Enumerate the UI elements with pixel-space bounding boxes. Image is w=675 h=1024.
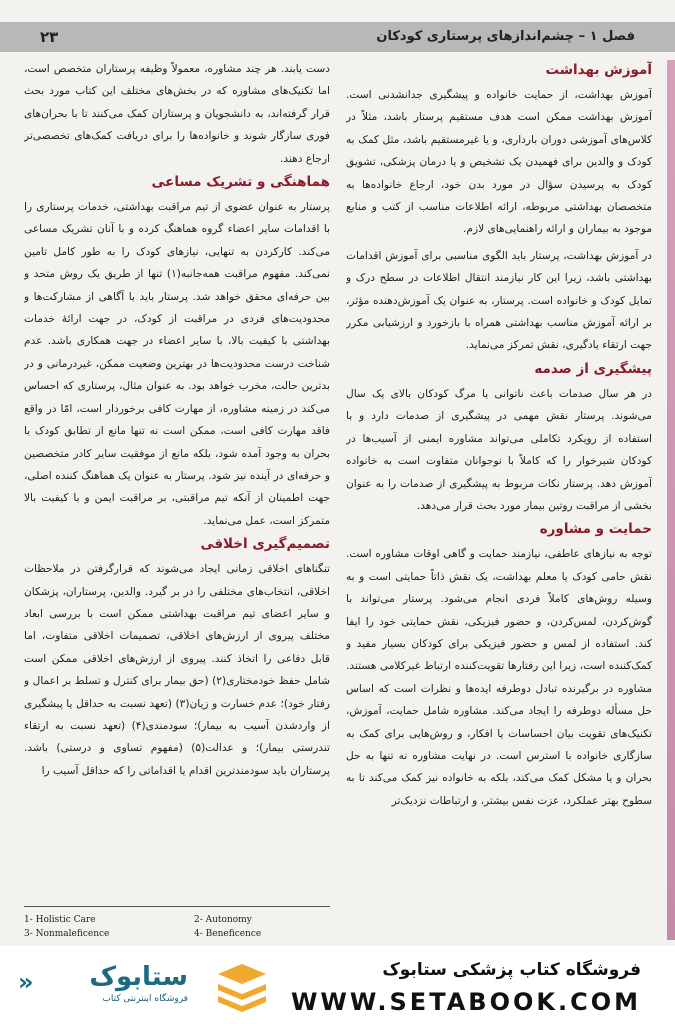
section-heading: حمایت و مشاوره xyxy=(539,521,652,538)
page-edge-tab xyxy=(667,60,675,940)
book-stack-logo-icon xyxy=(214,960,270,1012)
section-heading: تصمیم‌گیری اخلاقی xyxy=(200,536,330,553)
brand-logo[interactable] xyxy=(18,962,188,1008)
page-header-bar xyxy=(0,22,675,52)
footnote-4: 4- Beneficence xyxy=(194,929,262,939)
footnote-1: 1- Holistic Care xyxy=(24,915,96,925)
left-column xyxy=(24,58,330,938)
paragraph: پرستار به عنوان عضوی از تیم مراقبت بهداشتی، خدمات پرستاری را با اقدامات سایر اعضاء گروه هماهنگ کرده و با آنان تشریک مساعی می‌کند. کارکردن به تنهایی، نیازهای کودک را به طور کامل تامین نمی‌کند. مفهوم مراقبت همه‌جانبه(۱) تنها از طریق یک روش متحد و بین حرفه‌ای محقق خواهد شد. پرستار باید با آگاهی از مشارکت‌ها و محدودیت‌های فردی در مراقبت از کودک، در جهت ارائهٔ خدمات بهداشتی با کیفیت بالا، با سایر اعضاء در جهت همکاری باشد. عدم شناخت درست محدودیت‌ها در بهترین وضعیت ممکن، غیردرمانی و در بدترین حالت، مخرب خواهد بود. به عنوان مثال، پرستاری که احساس می‌کند در زمینه مشاوره، از مهارت کافی برخوردار است، امّا در واقع فاقد مهارت کافی است، ممکن است نه تنها مانع از تطابق کودک با بحران به وجود آمده شود، بلکه مانع از موفقیت سایر کادر متخصصین و حرفه‌ای در آینده نیز شود. پرستار به عنوان یک هماهنگ کننده اصلی، جهت اطمینان از آنکه تیم مراقبتی، بر مراقبت ایمن و با کیفیت بالا متمرکز است، عمل می‌نماید. xyxy=(24,201,330,527)
store-url-link[interactable]: WWW.SETABOOK.COM xyxy=(290,988,641,1016)
paragraph: آموزش بهداشت، از حمایت خانواده و پیشگیری جدانشدنی است. آموزش بهداشت ممکن است هدف مستقیم پرستار باشد، مثلاً در کلاس‌های آموزشی دوران بارداری، و یا غیرمستقیم باشد، مثل کمک به کودک و والدین برای فهمیدن یک تشخیص و یا درمان پزشکی، تشویق کودک به پرسیدن سؤال در مورد بدن خود، ارجاع خانواده‌ها به متخصصان بهداشتی مربوطه، ارائه اطلاعات مناسب از کتب و منابع موجود به بیماران و ارائه راهنمایی‌های لازم. xyxy=(346,89,652,236)
section-heading: آموزش بهداشت xyxy=(545,62,652,78)
page-number: ۲۳ xyxy=(40,28,59,46)
footnotes xyxy=(24,906,330,943)
chapter-title: فصل ۱ – چشم‌اندازهای پرستاری کودکان xyxy=(376,29,635,44)
store-banner xyxy=(0,946,675,1024)
chevron-left-icon: « xyxy=(18,968,34,996)
paragraph: توجه به نیازهای عاطفی، نیازمند حمایت و گاهی اوقات مشاوره است. نقش حامی کودک یا معلم بهداشت، یک نقش ذاتاً حمایتی است و به وسیله روش‌های کاملاً فردی انجام می‌شود. پرستار می‌تواند با گوش‌کردن، لمس‌کردن، و حضور فیزیکی، نقش حمایتی خود را ایفا کند. استفاده از لمس و حضور فیزیکی برای کودکان بسیار مفید و کمک‌کننده است، زیرا این رفتارها تقویت‌کننده ارتباط غیرکلامی هستند. مشاوره در برگیرنده تبادل دوطرفه ایده‌ها و نظرات است که اساس حل مسأله دوطرفه را ایجاد می‌کند. مشاوره شامل حمایت، آموزش، تکنیک‌های تقویت بیان احساسات یا افکار، و روش‌هایی برای کمک به سازگاری خانواده با استرس است. در نهایت مشاوره نه تنها به حل بحران و یا مشکل کمک می‌کند، بلکه به خانواده نیز کمک می‌کند تا به سطوح بهتر عملکرد، عزت نفس بیشتر، و ارتباطات نزدیک‌تر xyxy=(346,548,652,807)
footnote-2: 2- Autonomy xyxy=(194,915,252,925)
brand-name: ستابوک xyxy=(89,962,188,992)
paragraph: دست یابند. هر چند مشاوره، معمولاً وظیفه پرستاران متخصص است، اما تکنیک‌های مشاوره که در بخش‌های مختلف این کتاب مورد بحث قرار گرفته‌اند، به دانشجویان و پرستاران کمک می‌کنند تا با بحران‌های فوری سازگار شوند و خانواده‌ها را برای دریافت کمک‌های تخصصی‌تر ارجاع دهند. xyxy=(24,63,330,165)
paragraph: تنگناهای اخلاقی زمانی ایجاد می‌شوند که قرارگرفتن در ملاحظات اخلاقی، انتخاب‌های مختلفی را در بر گیرد. والدین، پرستاران، پزشکان و سایر اعضای تیم مراقبت بهداشتی ممکن است با بررسی ابعاد مختلف پیروی از ارزش‌های اخلاقی، تصمیمات اخلاقی متفاوت، اما قابل دفاعی را اتخاذ کنند. پیروی از ارزش‌های اخلاقی ممکن است شامل حفظ خودمختاری(۲) (حق بیمار برای کنترل و تسلط بر اعمال و رفتار خود)؛ عدم خسارت و زیان(۳) (تعهد نسبت به حداقل یا پیشگیری از واردشدن آسیب به بیمار)؛ سودمندی(۴) (تعهد نسبت به ارتقاء تندرستی بیمار)؛ و عدالت(۵) (مفهوم تساوی و درستی) باشد. پرستاران باید سودمندترین اقدام یا اقداماتی را که حداقل آسیب را xyxy=(24,563,330,777)
paragraph: در آموزش بهداشت، پرستار باید الگوی مناسبی برای آموزش اقدامات بهداشتی باشد، زیرا این کار نیازمند انتقال اطلاعات در سطح درک و تمایل کودک و خانواده است. پرستار، به عنوان یک آموزش‌دهنده مؤثر، بر ارائه آموزش مناسب بهداشتی همراه با بازخورد و ارزشیابی مکرر جهت ارتقاء یادگیری، نقش تمرکز می‌نماید. xyxy=(346,249,652,352)
store-name: فروشگاه کتاب پزشکی ستابوک xyxy=(382,960,641,980)
footnote-3: 3- Nonmaleficence xyxy=(24,929,110,939)
brand-subtitle: فروشگاه اینترنتی کتاب xyxy=(102,994,188,1004)
paragraph: در هر سال صدمات باعث ناتوانی یا مرگ کودکان بالای یک سال می‌شوند. پرستار نقش مهمی در پیشگیری از صدمات دارد و با استفاده از رویکرد تکاملی می‌تواند مشاوره ایمنی از آسیب‌ها در کودکان شیرخوار را که کاملاً با نوجوانان متفاوت است به خانواده آموزش دهد. پرستار نکات مربوط به پیشگیری از صدمات را به عنوان بخشی از مراقبت روتین بیمار مورد بحث قرار می‌دهد. xyxy=(346,387,652,512)
section-heading: هماهنگی و تشریک مساعی xyxy=(151,174,330,191)
right-column xyxy=(346,58,652,938)
section-heading: پیشگیری از صدمه xyxy=(534,360,652,377)
